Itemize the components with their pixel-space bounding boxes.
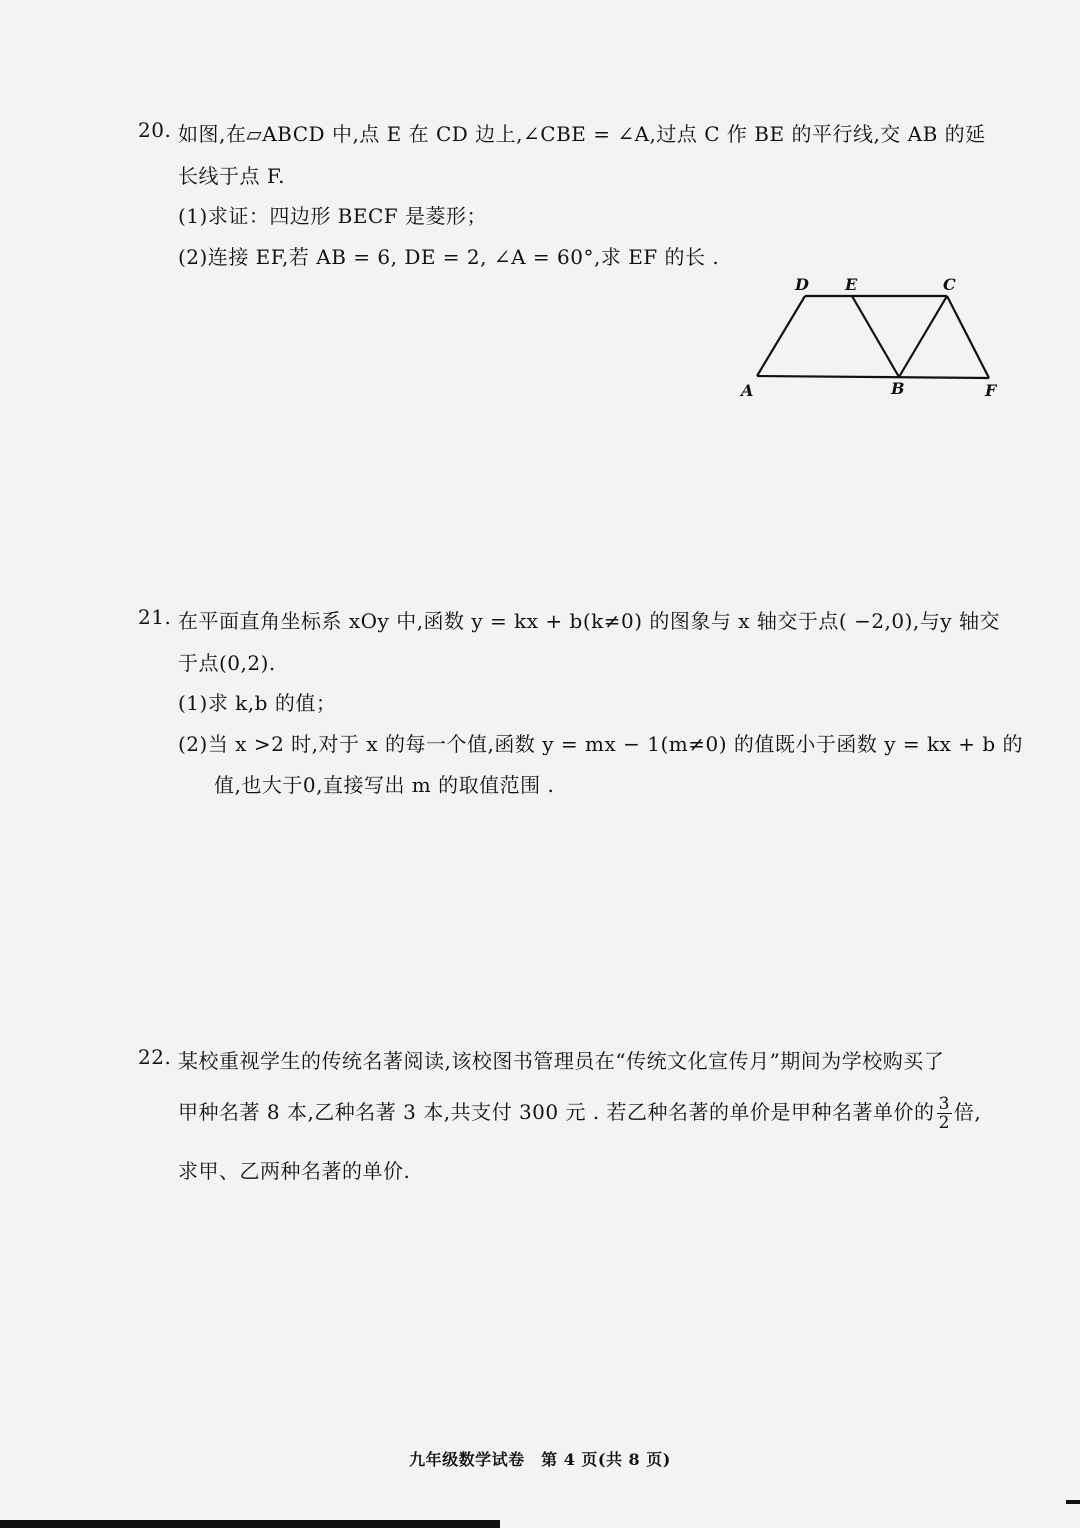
question-number: 20. xyxy=(138,118,172,142)
fraction-numerator: 3 xyxy=(938,1094,950,1114)
question-text-line: 如图,在▱ABCD 中,点 E 在 CD 边上,∠CBE = ∠A,过点 C 作 BE 的平行线,交 AB 的延 xyxy=(178,122,986,146)
page-footer: 九年级数学试卷 第 4 页(共 8 页) xyxy=(409,1450,671,1469)
label-f: F xyxy=(985,381,997,400)
fraction-denominator: 2 xyxy=(938,1113,950,1133)
question-number: 22. xyxy=(138,1045,172,1069)
question-text-segment: 倍, xyxy=(953,1100,982,1124)
segment-cf xyxy=(947,296,989,378)
sub-question-2-continued: 值,也大于0,直接写出 m 的取值范围 . xyxy=(214,773,555,797)
label-e: E xyxy=(845,275,858,294)
sub-question-2: (2)当 x >2 时,对于 x 的每一个值,函数 y = mx − 1(m≠0) 的值既小于函数 y = kx + b 的 xyxy=(178,732,1024,756)
question-text-line: 于点(0,2). xyxy=(178,651,276,675)
question-text-line: 某校重视学生的传统名著阅读,该校图书管理员在“传统文化宣传月”期间为学校购买了 xyxy=(178,1049,945,1073)
question-number: 21. xyxy=(138,605,172,629)
scan-edge-shadow xyxy=(0,1520,500,1528)
segment-af xyxy=(757,376,989,378)
question-text-line xyxy=(178,1095,981,1132)
label-d: D xyxy=(795,275,809,294)
sub-question-1: (1)求证：四边形 BECF 是菱形； xyxy=(178,204,488,228)
segment-bc xyxy=(899,296,947,377)
question-text-line: 长线于点 F. xyxy=(178,164,285,188)
label-c: C xyxy=(943,275,956,294)
parallelogram-figure xyxy=(735,272,1010,402)
segment-ad xyxy=(757,296,805,376)
sub-question-1: (1)求 k,b 的值； xyxy=(178,691,337,715)
fraction xyxy=(937,1095,952,1132)
question-text-segment: 甲种名著 8 本,乙种名著 3 本,共支付 300 元 . 若乙种名著的单价是甲种名著单价的 xyxy=(178,1100,935,1124)
segment-eb xyxy=(852,296,899,377)
label-b: B xyxy=(891,379,905,398)
question-text-line: 在平面直角坐标系 xOy 中,函数 y = kx + b(k≠0) 的图象与 x 轴交于点( −2,0),与y 轴交 xyxy=(178,609,1000,633)
label-a: A xyxy=(741,381,754,400)
question-text-line: 求甲、乙两种名著的单价. xyxy=(178,1159,411,1183)
scan-mark xyxy=(1066,1500,1080,1504)
sub-question-2: (2)连接 EF,若 AB = 6, DE = 2, ∠A = 60°,求 EF 的长 . xyxy=(178,245,720,269)
